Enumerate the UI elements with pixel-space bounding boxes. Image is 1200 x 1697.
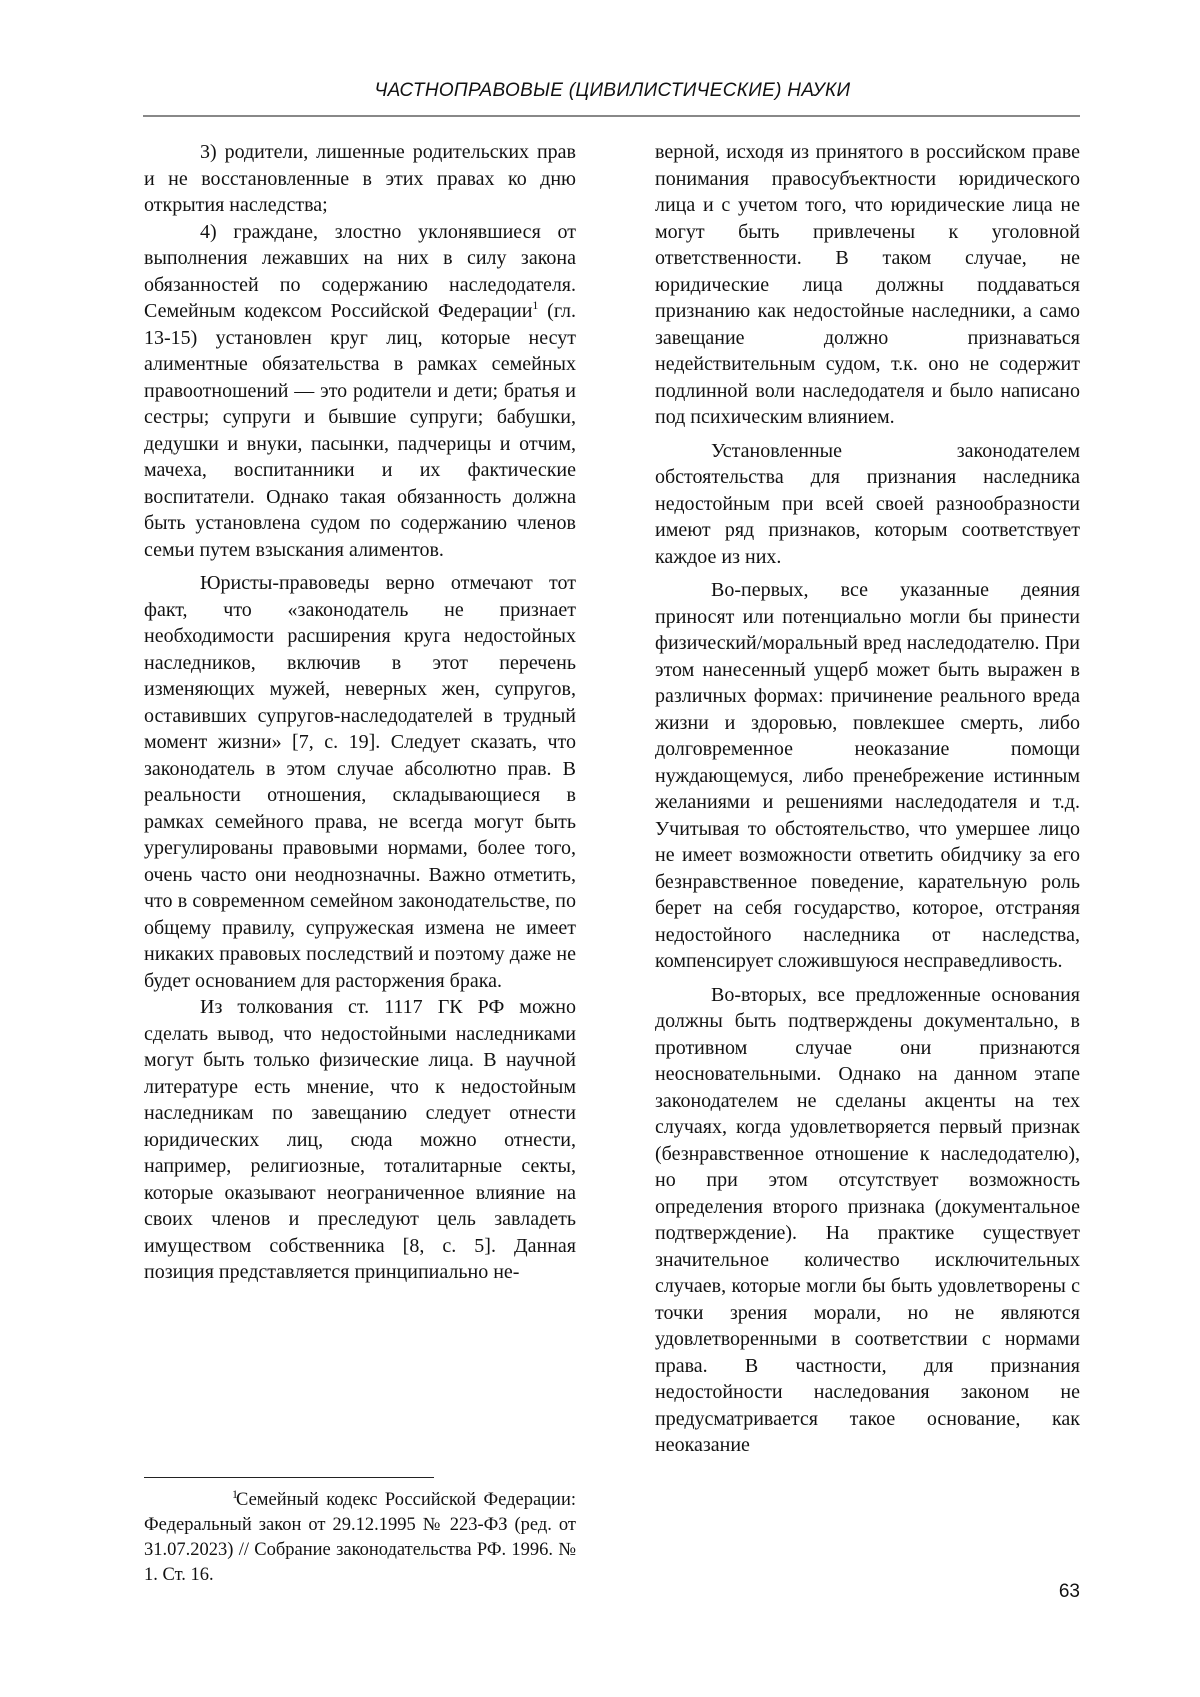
paragraph: Установленные законодателем обстоятельства для признания наследника недостойным при всей своей разнообразности имеют ряд признаков, которым соответствует каждое из них. bbox=[655, 439, 1080, 568]
footnote bbox=[144, 1488, 576, 1588]
paragraph: Из толкования ст. 1117 ГК РФ можно сделать вывод, что недостойными наследниками могут быть только физические лица. В научной литературе есть мнение, что к недостойным наследникам по завещанию следует отнести юридических лиц, сюда можно отнести, например, религиозные, тоталитарные секты, которые оказывают неограниченное влияние на своих членов и преследуют цель завладеть имуществом собственника [8, с. 5]. Данная позиция представляется принципиально не- bbox=[144, 996, 576, 1283]
footnote-reference: 1 bbox=[532, 298, 539, 312]
header-rule bbox=[143, 115, 1080, 117]
right-column bbox=[655, 139, 1080, 1459]
footnote-body: Семейный кодекс Российской Федерации: Федеральный закон от 29.12.1995 № 223-ФЗ (ред. от 31.07.2023) // Собрание законодательства РФ. 1996. № 1. Ст. 16. bbox=[144, 1490, 576, 1585]
paragraph: 3) родители, лишенные родительских прав и не восстановленные в этих правах ко дню открытия наследства; bbox=[144, 141, 576, 216]
footnote-rule bbox=[144, 1477, 434, 1478]
paragraph: Во-вторых, все предложенные основания должны быть подтверждены документально, в противном случае они признаются неосновательными. Однако на данном этапе законодателем не сделаны акценты на тех случаях, когда удовлетворяется первый признак (безнравственное отношение к наследодателю), но при этом отсутствует возможность определения второго признака (документальное подтверждение). На практике существует значительное количество исключительных случаев, которые могли бы быть удовлетворены с точки зрения морали, но не являются удовлетворенными в соответствии с нормами права. В частности, для признания недостойности наследования законом не предусматривается такое основание, как неоказание bbox=[655, 983, 1080, 1456]
paragraph: Во-первых, все указанные деяния приносят или потенциально могли бы принести физический/моральный вред наследодателю. При этом нанесенный ущерб может быть выражен в различных формах: причинение реального вреда жизни и здоровью, повлекшее смерть, либо долговременное неоказание помощи нуждающемуся, либо пренебрежение истинным желаниями и решениями наследодателя и т.д. Учитывая то обстоятельство, что умершее лицо не имеет возможности ответить обидчику за его безнравственное поведение, карательную роль берет на себя государство, которое, отстраняя недостойного наследника от наследства, компенсирует сложившуюся несправедливость. bbox=[655, 579, 1080, 972]
paragraph: Юристы-правоведы верно отмечают тот факт, что «законодатель не признает необходимости расширения круга недостойных наследников, включив в этот перечень изменяющих мужей, неверных жен, супругов, оставивших супругов-наследодателей в трудный момент жизни» [7, с. 19]. Следует сказать, что законодатель в этом случае абсолютно прав. В реальности отношения, складывающиеся в рамках семейного права, не всегда могут быть урегулированы правовыми нормами, более того, очень часто они неоднозначны. Важно отметить, что в современном семейном законодательстве, по общему правилу, супружеская измена не имеет никаких правовых последствий и поэтому даже не будет основанием для расторжения брака. bbox=[144, 572, 576, 992]
paragraph: верной, исходя из принятого в российском праве понимания правосубъектности юридического лица и с учетом того, что юридические лица не могут быть привлечены к уголовной ответственности. В таком случае, не юридические лица должны поддаваться признанию как недостойные наследники, а само завещание должно признаваться недействительным судом, т.к. оно не содержит подлинной воли наследодателя и было написано под психическим влиянием. bbox=[655, 141, 1080, 428]
paragraph-text: 4) граждане, злостно уклонявшиеся от выполнения лежавших на них в силу закона обязанностей по содержанию наследодателя. Семейным кодексом Российской Федерации bbox=[144, 220, 576, 322]
running-title: ЧАСТНОПРАВОВЫЕ (ЦИВИЛИСТИЧЕСКИЕ) НАУКИ bbox=[374, 80, 851, 101]
footnote-text: 1Семейный кодекс Российской Федерации: Федеральный закон от 29.12.1995 № 223-ФЗ (ред. от 31.07.2023) // Собрание законодательства РФ. 1996. № 1. Ст. 16. bbox=[144, 1487, 576, 1585]
paragraph-text: (гл. 13-15) установлен круг лиц, которые несут алиментные обязательства в рамках семейных правоотношений — это родители и дети; братья и сестры; супруги и бывшие супруги; бабушки, дедушки и внуки, пасынки, падчерицы и отчим, мачеха, воспитанники и их фактические воспитатели. Однако такая обязанность должна быть установлена судом по содержанию членов семьи путем взыскания алиментов. bbox=[144, 300, 577, 561]
page-number: 63 bbox=[1058, 1581, 1080, 1602]
paragraph bbox=[144, 219, 576, 564]
left-column bbox=[144, 139, 576, 1286]
